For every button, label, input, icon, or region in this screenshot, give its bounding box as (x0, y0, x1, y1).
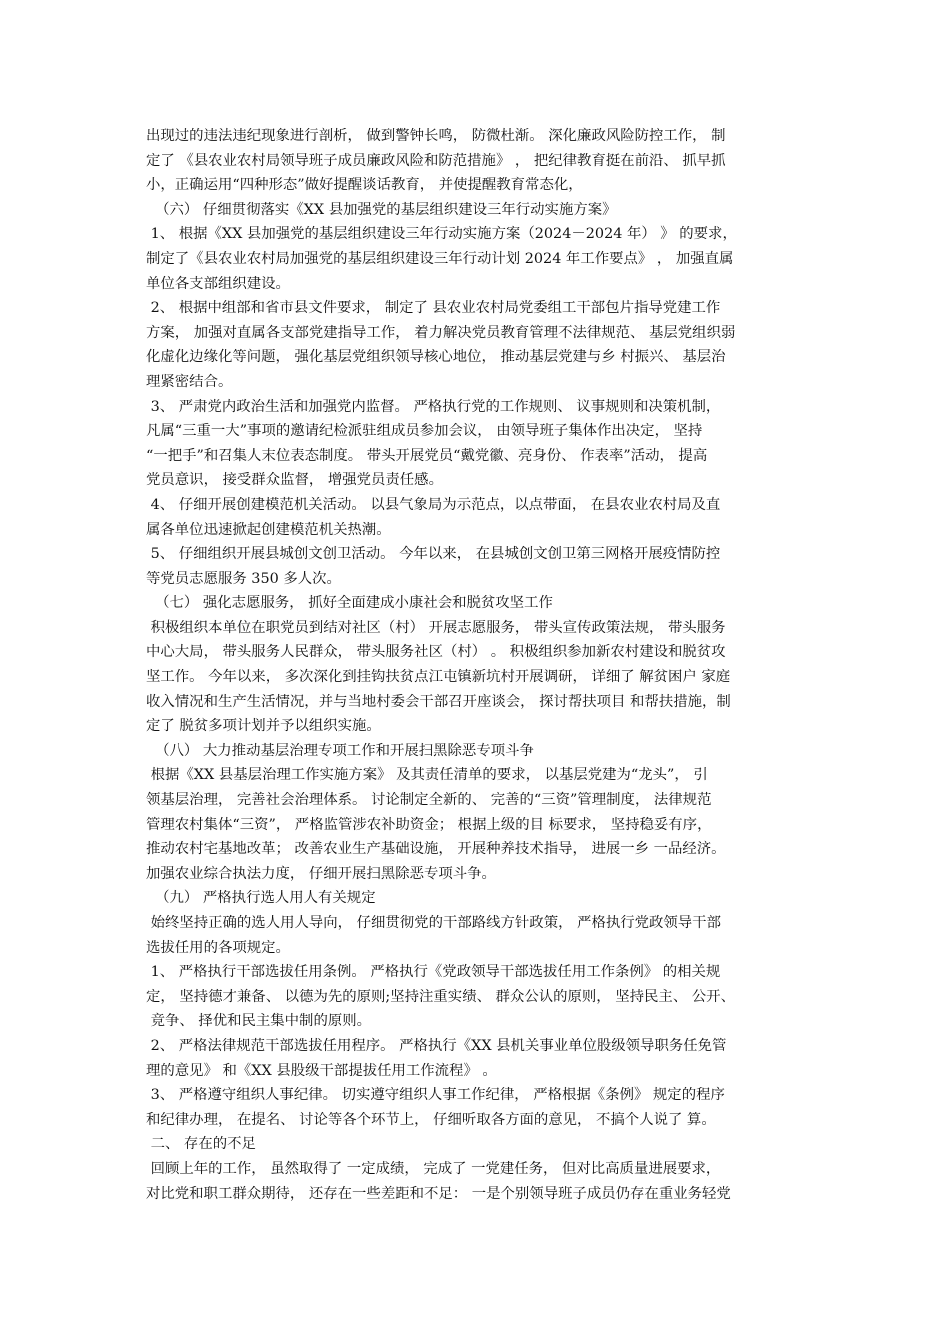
text-line: 小，正确运用“四种形态”做好提醒谈话教育， 并使提醒教育常态化， (146, 177, 583, 194)
text-line: 竞争、 择优和民主集中制的原则。 (146, 1013, 372, 1030)
text-line: 坚工作。 今年以来， 多次深化到挂钩扶贫点江屯镇新坑村开展调研， 详细了 解贫困户 家庭 (146, 669, 731, 686)
text-line: 根据《XX 县基层治理工作实施方案》 及其责任清单的要求， 以基层党建为“龙头”， 引 (146, 767, 708, 784)
text-line: 1、 根据《XX 县加强党的基层组织建设三年行动实施方案（2024－2024 年） 》 的要求， (146, 226, 737, 243)
text-line: 党员意识， 接受群众监督， 增强党员责任感。 (146, 472, 443, 489)
text-line: 对比党和职工群众期待， 还存在一些差距和不足： 一是个别领导班子成员仍存在重业务轻党 (146, 1185, 731, 1202)
text-line: 始终坚持正确的选人用人导向， 仔细贯彻党的干部路线方针政策， 严格执行党政领导干部 (146, 915, 721, 931)
text-line: 出现过的违法违纪现象进行剖析， 做到警钟长鸣， 防微杜渐。 深化廉政风险防控工作， 制 (146, 128, 726, 144)
text-line: 单位各支部组织建设。 (146, 275, 290, 292)
text-line: （八） 大力推动基层治理专项工作和开展扫黑除恶专项斗争 (146, 742, 534, 759)
text-line: 3、 严肃党内政治生活和加强党内监督。 严格执行党的工作规则、 议事规则和决策机制， (146, 398, 721, 415)
text-line: “一把手”和召集人末位表态制度。 带头开展党员“戴党徽、亮身份、 作表率”活动， 提高 (146, 447, 708, 464)
text-line: （七） 强化志愿服务， 抓好全面建成小康社会和脱贫攻坚工作 (146, 595, 553, 612)
text-line: 回顾上年的工作， 虽然取得了 一定成绩， 完成了 一党建任务， 但对比高质量进展要求， (146, 1160, 721, 1177)
text-line: 1、 严格执行干部选拔任用条例。 严格执行《党政领导干部选拔任用工作条例》 的相关规 (146, 964, 721, 981)
document-body (146, 124, 806, 1206)
text-line: 中心大局， 带头服务人民群众， 带头服务社区（村） 。 积极组织参加新农村建设和脱贫攻 (146, 644, 726, 661)
text-line: 和纪律办理， 在提名、 讨论等各个环节上， 仔细听取各方面的意见， 不搞个人说了 算。 (146, 1111, 716, 1128)
text-line: 理的意见》 和《XX 县股级干部提拔任用工作流程》 。 (146, 1062, 497, 1079)
text-line: 3、 严格遵守组织人事纪律。 切实遵守组织人事工作纪律， 严格根据《条例》 规定的程序 (146, 1087, 725, 1104)
text-line: 属各单位迅速掀起创建模范机关热潮。 (146, 521, 391, 538)
text-line: 管理农村集体“三资”， 严格监管涉农补助资金； 根据上级的目 标要求， 坚持稳妥有序， (146, 816, 712, 833)
text-line: 积极组织本单位在职党员到结对社区（村） 开展志愿服务， 带头宣传政策法规， 带头服务 (146, 619, 726, 636)
text-line: 定了 《县农业农村局领导班子成员廉政风险和防范措施》 ， 把纪律教育挺在前沿、 抓早抓 (146, 152, 726, 169)
text-line: 等党员志愿服务 350 多人次。 (146, 570, 341, 587)
text-line: 推动农村宅基地改革； 改善农业生产基础设施， 开展种养技术指导， 进展一乡 一品经济。 (146, 841, 726, 858)
text-line: 加强农业综合执法力度， 仔细开展扫黑除恶专项斗争。 (146, 865, 496, 882)
text-line: 2、 严格法律规范干部选拔任用程序。 严格执行《XX 县机关事业单位股级领导职务任免管 (146, 1037, 727, 1054)
text-line: 领基层治理， 完善社会治理体系。 讨论制定全新的、 完善的“三资”管理制度， 法律规范 (146, 792, 712, 809)
text-line: 4、 仔细开展创建模范机关活动。 以县气象局为示范点，以点带面， 在县农业农村局及直 (146, 496, 721, 513)
text-line: 凡属“三重一大”事项的邀请纪检派驻组成员参加会议， 由领导班子集体作出决定， 坚持 (146, 423, 703, 440)
text-line: 二、 存在的不足 (146, 1136, 256, 1153)
text-line: 5、 仔细组织开展县城创文创卫活动。 今年以来， 在县城创文创卫第三网格开展疫情防控 (146, 546, 721, 563)
text-line: 制定了《县农业农村局加强党的基层组织建设三年行动计划 2024 年工作要点》 ， 加强直属 (146, 250, 734, 267)
text-line: 化虚化边缘化等问题， 强化基层党组织领导核心地位， 推动基层党建与乡 村振兴、 基层治 (146, 349, 726, 366)
text-line: 理紧密结合。 (146, 373, 233, 390)
text-line: 选拔任用的各项规定。 (146, 939, 290, 956)
text-line: 定了 脱贫多项计划并予以组织实施。 (146, 718, 381, 735)
text-line: 定， 坚持德才兼备、 以德为先的原则;坚持注重实绩、 群众公认的原则， 坚持民主、 公开、 (146, 988, 735, 1005)
text-line: 收入情况和生产生活情况，并与当地村委会干部召开座谈会， 探讨帮扶项目 和帮扶措施，制 (146, 693, 731, 710)
text-line: 2、 根据中组部和省市县文件要求， 制定了 县农业农村局党委组工干部包片指导党建工作 (146, 300, 721, 317)
text-line: （九） 严格执行选人用人有关规定 (146, 890, 376, 907)
text-line: 方案， 加强对直属各支部党建指导工作， 着力解决党员教育管理不法律规范、 基层党组织弱 (146, 324, 736, 341)
text-line: （六） 仔细贯彻落实《XX 县加强党的基层组织建设三年行动实施方案》 (146, 201, 617, 218)
